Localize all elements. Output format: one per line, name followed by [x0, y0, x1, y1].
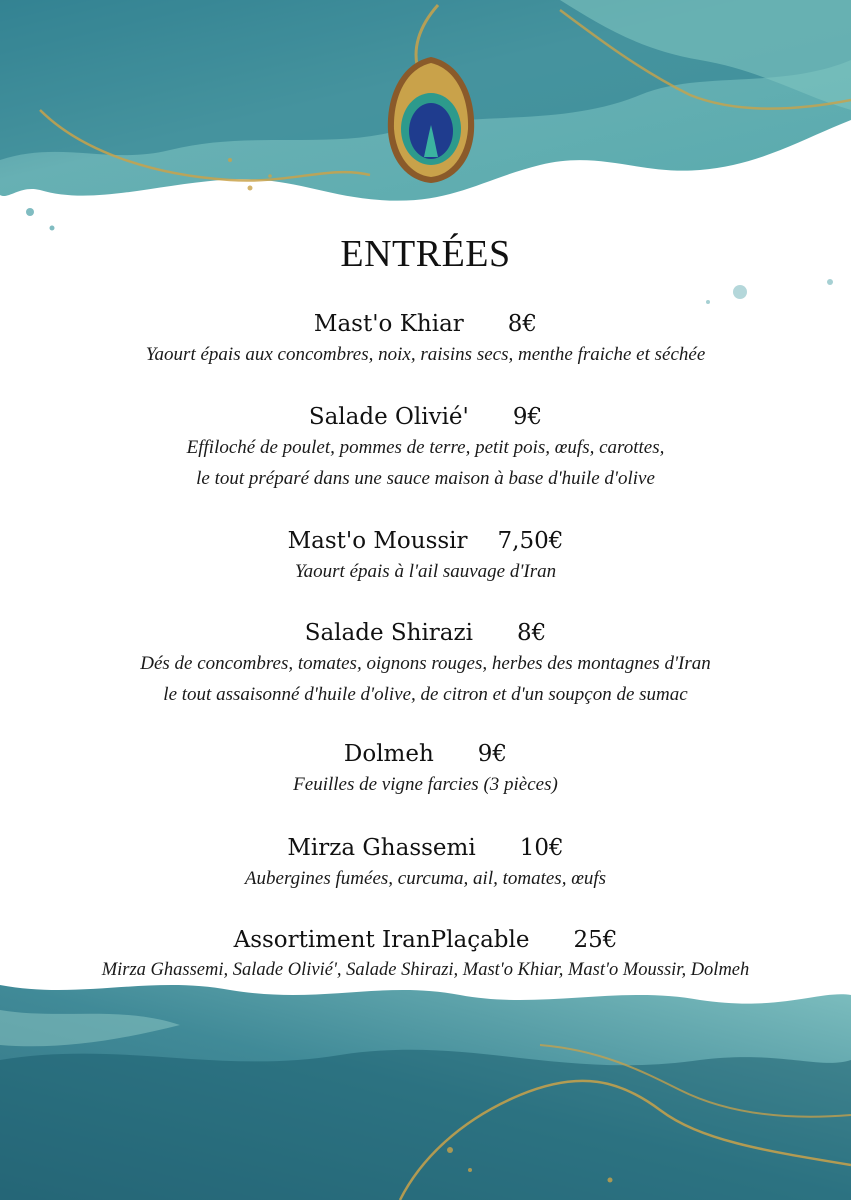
item-description: Effiloché de poulet, pommes de terre, petit pois, œufs, carottes,	[186, 437, 665, 458]
item-description: Aubergines fumées, curcuma, ail, tomates, œufs	[244, 868, 607, 889]
item-description: Dés de concombres, tomates, oignons rouges, herbes des montagnes d'Iran	[140, 653, 711, 674]
item-description: Yaourt épais aux concombres, noix, raisins secs, menthe fraiche et séchée	[145, 344, 706, 365]
item-name: Mast'o Moussir	[287, 528, 468, 554]
menu-item	[0, 618, 851, 710]
item-name: Salade Olivié'	[308, 404, 469, 430]
item-name: Salade Shirazi	[304, 620, 473, 646]
item-name: Dolmeh	[343, 741, 434, 767]
menu-item	[0, 925, 851, 986]
item-price: 8€	[517, 620, 547, 646]
item-name: Mast'o Khiar	[313, 311, 464, 337]
item-description: Mirza Ghassemi, Salade Olivié', Salade Shirazi, Mast'o Khiar, Mast'o Moussir, Dolmeh	[101, 960, 750, 980]
item-description: le tout préparé dans une sauce maison à base d'huile d'olive	[196, 468, 655, 489]
item-price: 10€	[519, 835, 564, 861]
menu-item	[0, 402, 851, 494]
page-title: ENTRÉES	[340, 233, 511, 275]
menu-item	[0, 526, 851, 587]
menu-item	[0, 739, 851, 800]
item-description: Feuilles de vigne farcies (3 pièces)	[293, 774, 558, 795]
item-description: le tout assaisonné d'huile d'olive, de citron et d'un soupçon de sumac	[163, 684, 688, 705]
item-price: 8€	[507, 311, 538, 337]
menu-item	[0, 833, 851, 894]
item-price: 25€	[573, 927, 618, 953]
item-price: 7,50€	[497, 528, 564, 554]
menu-item	[0, 309, 851, 370]
item-price: 9€	[477, 741, 508, 767]
item-name: Assortiment IranPlaçable	[233, 927, 530, 953]
item-name: Mirza Ghassemi	[287, 835, 476, 861]
item-description: Yaourt épais à l'ail sauvage d'Iran	[294, 561, 557, 582]
item-price: 9€	[512, 404, 543, 430]
